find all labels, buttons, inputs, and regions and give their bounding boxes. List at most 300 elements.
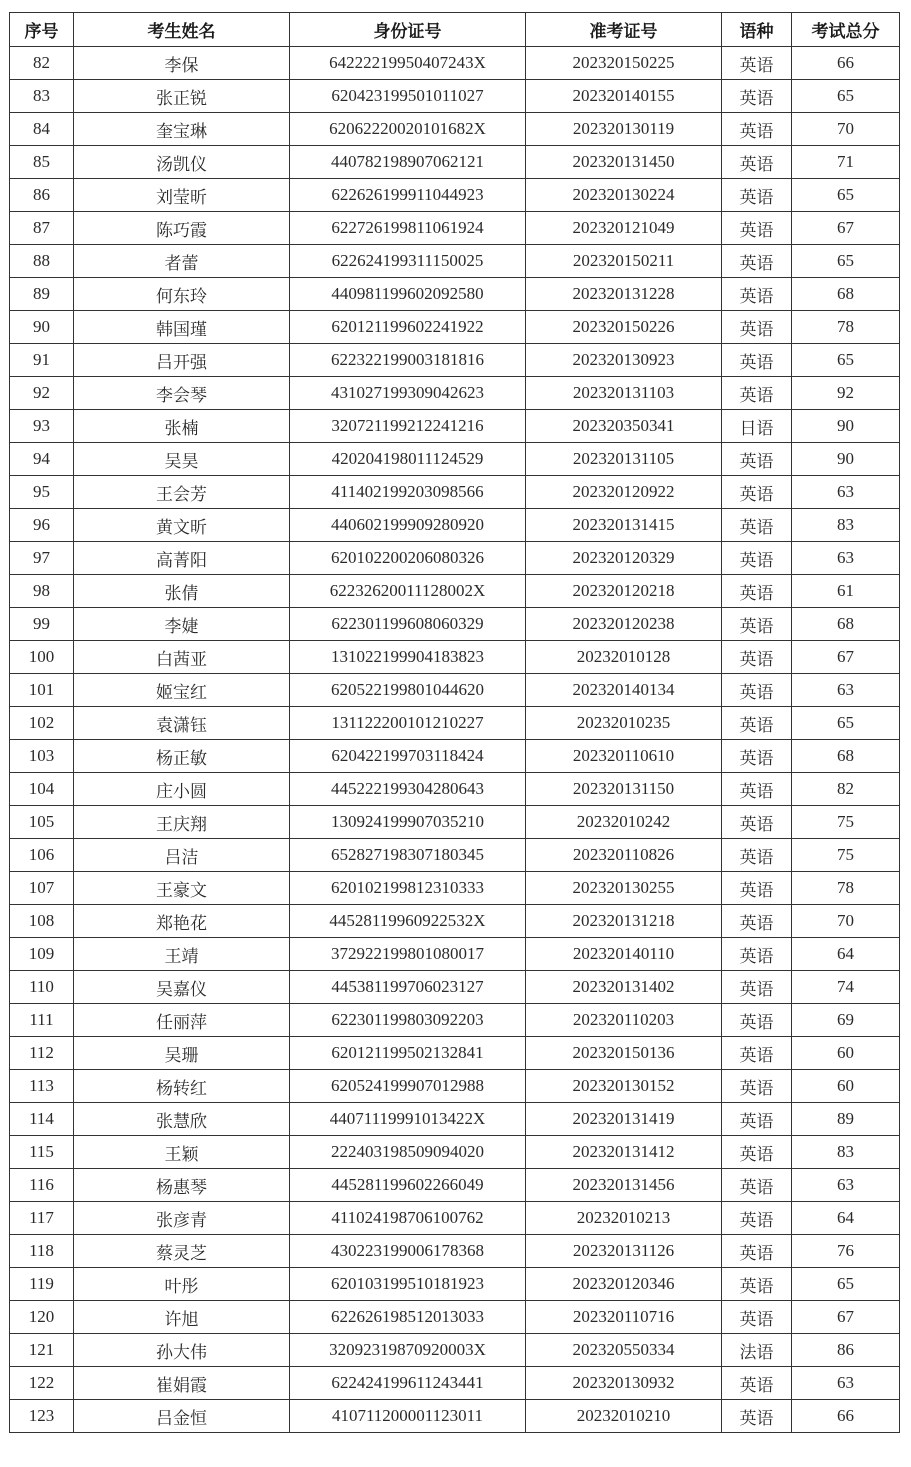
cell-total-score: 78: [792, 311, 900, 344]
cell-admission-number: 202320130923: [526, 344, 722, 377]
cell-admission-number: 202320110203: [526, 1004, 722, 1037]
table-row: [10, 1169, 900, 1202]
cell-total-score: 68: [792, 278, 900, 311]
cell-seq: 108: [10, 905, 74, 938]
cell-admission-number: 202320131126: [526, 1235, 722, 1268]
cell-id-number: 131122200101210227: [290, 707, 526, 740]
cell-language: 英语: [722, 971, 792, 1004]
cell-language: 英语: [722, 1136, 792, 1169]
table-row: [10, 47, 900, 80]
cell-admission-number: 202320120218: [526, 575, 722, 608]
cell-id-number: 622424199611243441: [290, 1367, 526, 1400]
score-list-sheet: [9, 12, 899, 1433]
header-name: 考生姓名: [74, 13, 290, 47]
cell-total-score: 66: [792, 47, 900, 80]
cell-seq: 90: [10, 311, 74, 344]
cell-admission-number: 20232010213: [526, 1202, 722, 1235]
table-row: [10, 905, 900, 938]
table-row: [10, 1037, 900, 1070]
cell-seq: 98: [10, 575, 74, 608]
cell-admission-number: 202320140155: [526, 80, 722, 113]
table-row: [10, 212, 900, 245]
cell-name: 何东玲: [74, 278, 290, 311]
cell-language: 英语: [722, 674, 792, 707]
cell-language: 英语: [722, 1367, 792, 1400]
cell-seq: 113: [10, 1070, 74, 1103]
cell-name: 王颖: [74, 1136, 290, 1169]
cell-id-number: 445222199304280643: [290, 773, 526, 806]
cell-name: 吴珊: [74, 1037, 290, 1070]
cell-admission-number: 202320550334: [526, 1334, 722, 1367]
table-row: [10, 1136, 900, 1169]
cell-seq: 103: [10, 740, 74, 773]
cell-seq: 112: [10, 1037, 74, 1070]
cell-language: 英语: [722, 1400, 792, 1433]
cell-name: 任丽萍: [74, 1004, 290, 1037]
cell-admission-number: 202320131415: [526, 509, 722, 542]
cell-total-score: 70: [792, 905, 900, 938]
cell-id-number: 64222219950407243X: [290, 47, 526, 80]
cell-name: 蔡灵芝: [74, 1235, 290, 1268]
cell-admission-number: 202320130255: [526, 872, 722, 905]
cell-seq: 83: [10, 80, 74, 113]
cell-id-number: 411402199203098566: [290, 476, 526, 509]
cell-seq: 122: [10, 1367, 74, 1400]
cell-language: 英语: [722, 575, 792, 608]
table-row: [10, 1235, 900, 1268]
cell-total-score: 75: [792, 839, 900, 872]
table-row: [10, 971, 900, 1004]
cell-id-number: 440782198907062121: [290, 146, 526, 179]
cell-total-score: 92: [792, 377, 900, 410]
cell-admission-number: 202320110826: [526, 839, 722, 872]
cell-language: 英语: [722, 641, 792, 674]
cell-admission-number: 20232010235: [526, 707, 722, 740]
cell-name: 汤凯仪: [74, 146, 290, 179]
cell-name: 张慧欣: [74, 1103, 290, 1136]
cell-name: 许旭: [74, 1301, 290, 1334]
cell-id-number: 62062220020101682X: [290, 113, 526, 146]
cell-id-number: 62232620011128002X: [290, 575, 526, 608]
cell-total-score: 67: [792, 1301, 900, 1334]
cell-admission-number: 202320131218: [526, 905, 722, 938]
cell-seq: 111: [10, 1004, 74, 1037]
cell-seq: 101: [10, 674, 74, 707]
cell-id-number: 620423199501011027: [290, 80, 526, 113]
cell-admission-number: 202320120238: [526, 608, 722, 641]
cell-id-number: 372922199801080017: [290, 938, 526, 971]
cell-language: 英语: [722, 443, 792, 476]
cell-name: 白茜亚: [74, 641, 290, 674]
cell-total-score: 78: [792, 872, 900, 905]
cell-id-number: 622322199003181816: [290, 344, 526, 377]
cell-language: 英语: [722, 344, 792, 377]
cell-admission-number: 202320110610: [526, 740, 722, 773]
cell-name: 吕开强: [74, 344, 290, 377]
cell-name: 王会芳: [74, 476, 290, 509]
table-row: [10, 443, 900, 476]
cell-name: 奎宝琳: [74, 113, 290, 146]
cell-total-score: 90: [792, 443, 900, 476]
cell-admission-number: 20232010210: [526, 1400, 722, 1433]
cell-language: 英语: [722, 476, 792, 509]
cell-name: 黄文昕: [74, 509, 290, 542]
cell-admission-number: 202320110716: [526, 1301, 722, 1334]
cell-admission-number: 202320131412: [526, 1136, 722, 1169]
cell-language: 英语: [722, 1103, 792, 1136]
cell-name: 吕洁: [74, 839, 290, 872]
cell-id-number: 445281199602266049: [290, 1169, 526, 1202]
header-id-number: 身份证号: [290, 13, 526, 47]
cell-language: 英语: [722, 1235, 792, 1268]
table-row: [10, 1334, 900, 1367]
cell-id-number: 620522199801044620: [290, 674, 526, 707]
cell-total-score: 66: [792, 1400, 900, 1433]
cell-seq: 95: [10, 476, 74, 509]
cell-seq: 100: [10, 641, 74, 674]
cell-id-number: 620102199812310333: [290, 872, 526, 905]
cell-seq: 118: [10, 1235, 74, 1268]
cell-total-score: 63: [792, 1367, 900, 1400]
cell-id-number: 445381199706023127: [290, 971, 526, 1004]
cell-id-number: 620422199703118424: [290, 740, 526, 773]
cell-seq: 96: [10, 509, 74, 542]
cell-language: 英语: [722, 80, 792, 113]
cell-seq: 110: [10, 971, 74, 1004]
cell-name: 袁潇钰: [74, 707, 290, 740]
cell-seq: 116: [10, 1169, 74, 1202]
cell-language: 英语: [722, 707, 792, 740]
cell-language: 英语: [722, 509, 792, 542]
cell-language: 英语: [722, 1037, 792, 1070]
table-row: [10, 1004, 900, 1037]
cell-total-score: 65: [792, 80, 900, 113]
cell-admission-number: 202320131450: [526, 146, 722, 179]
cell-seq: 87: [10, 212, 74, 245]
cell-name: 王豪文: [74, 872, 290, 905]
table-row: [10, 872, 900, 905]
cell-admission-number: 202320121049: [526, 212, 722, 245]
cell-admission-number: 20232010242: [526, 806, 722, 839]
cell-language: 英语: [722, 311, 792, 344]
cell-name: 李保: [74, 47, 290, 80]
cell-name: 叶彤: [74, 1268, 290, 1301]
cell-language: 英语: [722, 542, 792, 575]
cell-admission-number: 202320131105: [526, 443, 722, 476]
table-row: [10, 542, 900, 575]
cell-id-number: 130924199907035210: [290, 806, 526, 839]
cell-seq: 97: [10, 542, 74, 575]
cell-language: 英语: [722, 1202, 792, 1235]
cell-seq: 104: [10, 773, 74, 806]
table-row: [10, 179, 900, 212]
cell-language: 英语: [722, 1070, 792, 1103]
cell-name: 姬宝红: [74, 674, 290, 707]
cell-seq: 114: [10, 1103, 74, 1136]
table-row: [10, 608, 900, 641]
cell-name: 王庆翔: [74, 806, 290, 839]
cell-seq: 106: [10, 839, 74, 872]
cell-language: 英语: [722, 113, 792, 146]
table-row: [10, 1367, 900, 1400]
cell-total-score: 65: [792, 1268, 900, 1301]
cell-language: 英语: [722, 47, 792, 80]
table-row: [10, 1301, 900, 1334]
cell-total-score: 64: [792, 938, 900, 971]
cell-seq: 102: [10, 707, 74, 740]
table-row: [10, 1400, 900, 1433]
cell-name: 张正锐: [74, 80, 290, 113]
cell-total-score: 70: [792, 113, 900, 146]
cell-language: 英语: [722, 212, 792, 245]
cell-id-number: 622626198512013033: [290, 1301, 526, 1334]
cell-seq: 89: [10, 278, 74, 311]
cell-admission-number: 202320131419: [526, 1103, 722, 1136]
cell-admission-number: 202320150211: [526, 245, 722, 278]
cell-name: 杨正敏: [74, 740, 290, 773]
cell-id-number: 222403198509094020: [290, 1136, 526, 1169]
table-row: [10, 773, 900, 806]
cell-name: 杨转红: [74, 1070, 290, 1103]
table-row: [10, 575, 900, 608]
cell-seq: 92: [10, 377, 74, 410]
cell-admission-number: 202320131103: [526, 377, 722, 410]
cell-admission-number: 202320140110: [526, 938, 722, 971]
cell-total-score: 90: [792, 410, 900, 443]
cell-seq: 82: [10, 47, 74, 80]
cell-name: 吴昊: [74, 443, 290, 476]
table-row: [10, 245, 900, 278]
cell-name: 者蕾: [74, 245, 290, 278]
cell-language: 法语: [722, 1334, 792, 1367]
cell-total-score: 65: [792, 707, 900, 740]
table-row: [10, 410, 900, 443]
cell-seq: 86: [10, 179, 74, 212]
cell-admission-number: 202320130119: [526, 113, 722, 146]
cell-admission-number: 202320131456: [526, 1169, 722, 1202]
cell-total-score: 68: [792, 608, 900, 641]
cell-language: 英语: [722, 1004, 792, 1037]
cell-name: 李婕: [74, 608, 290, 641]
table-row: [10, 1268, 900, 1301]
cell-total-score: 65: [792, 245, 900, 278]
cell-seq: 84: [10, 113, 74, 146]
cell-id-number: 620102200206080326: [290, 542, 526, 575]
cell-seq: 120: [10, 1301, 74, 1334]
cell-name: 庄小圆: [74, 773, 290, 806]
cell-total-score: 69: [792, 1004, 900, 1037]
table-row: [10, 1070, 900, 1103]
cell-admission-number: 202320131402: [526, 971, 722, 1004]
table-row: [10, 1103, 900, 1136]
cell-language: 英语: [722, 872, 792, 905]
cell-admission-number: 202320150226: [526, 311, 722, 344]
cell-name: 张倩: [74, 575, 290, 608]
cell-id-number: 411024198706100762: [290, 1202, 526, 1235]
cell-language: 英语: [722, 806, 792, 839]
cell-id-number: 622301199803092203: [290, 1004, 526, 1037]
cell-id-number: 622301199608060329: [290, 608, 526, 641]
cell-name: 高菁阳: [74, 542, 290, 575]
cell-total-score: 89: [792, 1103, 900, 1136]
cell-admission-number: 202320120922: [526, 476, 722, 509]
cell-total-score: 68: [792, 740, 900, 773]
cell-admission-number: 202320140134: [526, 674, 722, 707]
header-seq: 序号: [10, 13, 74, 47]
table-row: [10, 80, 900, 113]
cell-total-score: 74: [792, 971, 900, 1004]
cell-id-number: 44071119991013422X: [290, 1103, 526, 1136]
header-total-score: 考试总分: [792, 13, 900, 47]
cell-total-score: 63: [792, 674, 900, 707]
cell-language: 英语: [722, 278, 792, 311]
table-row: [10, 344, 900, 377]
cell-total-score: 83: [792, 509, 900, 542]
cell-id-number: 622626199911044923: [290, 179, 526, 212]
cell-id-number: 620103199510181923: [290, 1268, 526, 1301]
cell-id-number: 620121199502132841: [290, 1037, 526, 1070]
cell-language: 英语: [722, 938, 792, 971]
cell-id-number: 32092319870920003X: [290, 1334, 526, 1367]
cell-admission-number: 202320130932: [526, 1367, 722, 1400]
table-row: [10, 113, 900, 146]
table-row: [10, 146, 900, 179]
header-admission-number: 准考证号: [526, 13, 722, 47]
cell-total-score: 63: [792, 542, 900, 575]
cell-total-score: 60: [792, 1037, 900, 1070]
cell-seq: 119: [10, 1268, 74, 1301]
cell-id-number: 440602199909280920: [290, 509, 526, 542]
table-row: [10, 938, 900, 971]
cell-language: 英语: [722, 839, 792, 872]
cell-name: 杨惠琴: [74, 1169, 290, 1202]
cell-id-number: 44528119960922532X: [290, 905, 526, 938]
cell-total-score: 60: [792, 1070, 900, 1103]
cell-name: 李会琴: [74, 377, 290, 410]
cell-name: 孙大伟: [74, 1334, 290, 1367]
cell-name: 崔娟霞: [74, 1367, 290, 1400]
cell-language: 英语: [722, 905, 792, 938]
cell-total-score: 83: [792, 1136, 900, 1169]
cell-seq: 93: [10, 410, 74, 443]
cell-total-score: 63: [792, 1169, 900, 1202]
cell-admission-number: 202320150225: [526, 47, 722, 80]
table-row: [10, 311, 900, 344]
cell-seq: 99: [10, 608, 74, 641]
cell-language: 英语: [722, 1169, 792, 1202]
cell-seq: 88: [10, 245, 74, 278]
cell-id-number: 652827198307180345: [290, 839, 526, 872]
cell-admission-number: 20232010128: [526, 641, 722, 674]
cell-language: 英语: [722, 773, 792, 806]
header-language: 语种: [722, 13, 792, 47]
cell-total-score: 86: [792, 1334, 900, 1367]
table-row: [10, 641, 900, 674]
cell-id-number: 420204198011124529: [290, 443, 526, 476]
cell-total-score: 65: [792, 344, 900, 377]
cell-id-number: 620121199602241922: [290, 311, 526, 344]
cell-id-number: 410711200001123011: [290, 1400, 526, 1433]
cell-seq: 94: [10, 443, 74, 476]
cell-id-number: 622624199311150025: [290, 245, 526, 278]
cell-total-score: 61: [792, 575, 900, 608]
table-row: [10, 839, 900, 872]
cell-total-score: 64: [792, 1202, 900, 1235]
cell-admission-number: 202320130152: [526, 1070, 722, 1103]
cell-total-score: 67: [792, 212, 900, 245]
table-row: [10, 377, 900, 410]
cell-seq: 117: [10, 1202, 74, 1235]
cell-name: 王靖: [74, 938, 290, 971]
cell-admission-number: 202320120346: [526, 1268, 722, 1301]
cell-admission-number: 202320131228: [526, 278, 722, 311]
cell-name: 陈巧霞: [74, 212, 290, 245]
cell-id-number: 431027199309042623: [290, 377, 526, 410]
cell-id-number: 320721199212241216: [290, 410, 526, 443]
cell-name: 张楠: [74, 410, 290, 443]
cell-name: 张彦青: [74, 1202, 290, 1235]
cell-language: 英语: [722, 1268, 792, 1301]
cell-admission-number: 202320350341: [526, 410, 722, 443]
cell-language: 英语: [722, 740, 792, 773]
table-body: [10, 47, 900, 1433]
table-row: [10, 806, 900, 839]
table-row: [10, 740, 900, 773]
cell-id-number: 620524199907012988: [290, 1070, 526, 1103]
table-row: [10, 1202, 900, 1235]
table-row: [10, 476, 900, 509]
cell-seq: 121: [10, 1334, 74, 1367]
cell-id-number: 622726199811061924: [290, 212, 526, 245]
cell-admission-number: 202320131150: [526, 773, 722, 806]
cell-total-score: 67: [792, 641, 900, 674]
cell-language: 英语: [722, 179, 792, 212]
cell-language: 英语: [722, 146, 792, 179]
cell-language: 英语: [722, 608, 792, 641]
table-row: [10, 674, 900, 707]
cell-admission-number: 202320130224: [526, 179, 722, 212]
cell-seq: 105: [10, 806, 74, 839]
cell-total-score: 63: [792, 476, 900, 509]
cell-total-score: 75: [792, 806, 900, 839]
cell-language: 日语: [722, 410, 792, 443]
table-row: [10, 278, 900, 311]
cell-name: 韩国瑾: [74, 311, 290, 344]
cell-language: 英语: [722, 377, 792, 410]
cell-seq: 123: [10, 1400, 74, 1433]
cell-seq: 107: [10, 872, 74, 905]
cell-id-number: 440981199602092580: [290, 278, 526, 311]
header-row: [10, 13, 900, 47]
cell-language: 英语: [722, 245, 792, 278]
cell-total-score: 82: [792, 773, 900, 806]
table-row: [10, 707, 900, 740]
cell-seq: 115: [10, 1136, 74, 1169]
cell-name: 吴嘉仪: [74, 971, 290, 1004]
cell-name: 刘莹昕: [74, 179, 290, 212]
cell-id-number: 430223199006178368: [290, 1235, 526, 1268]
cell-seq: 91: [10, 344, 74, 377]
cell-language: 英语: [722, 1301, 792, 1334]
cell-total-score: 65: [792, 179, 900, 212]
table-header: [10, 13, 900, 47]
table-row: [10, 509, 900, 542]
cell-total-score: 71: [792, 146, 900, 179]
cell-id-number: 131022199904183823: [290, 641, 526, 674]
cell-admission-number: 202320120329: [526, 542, 722, 575]
cell-seq: 85: [10, 146, 74, 179]
cell-total-score: 76: [792, 1235, 900, 1268]
